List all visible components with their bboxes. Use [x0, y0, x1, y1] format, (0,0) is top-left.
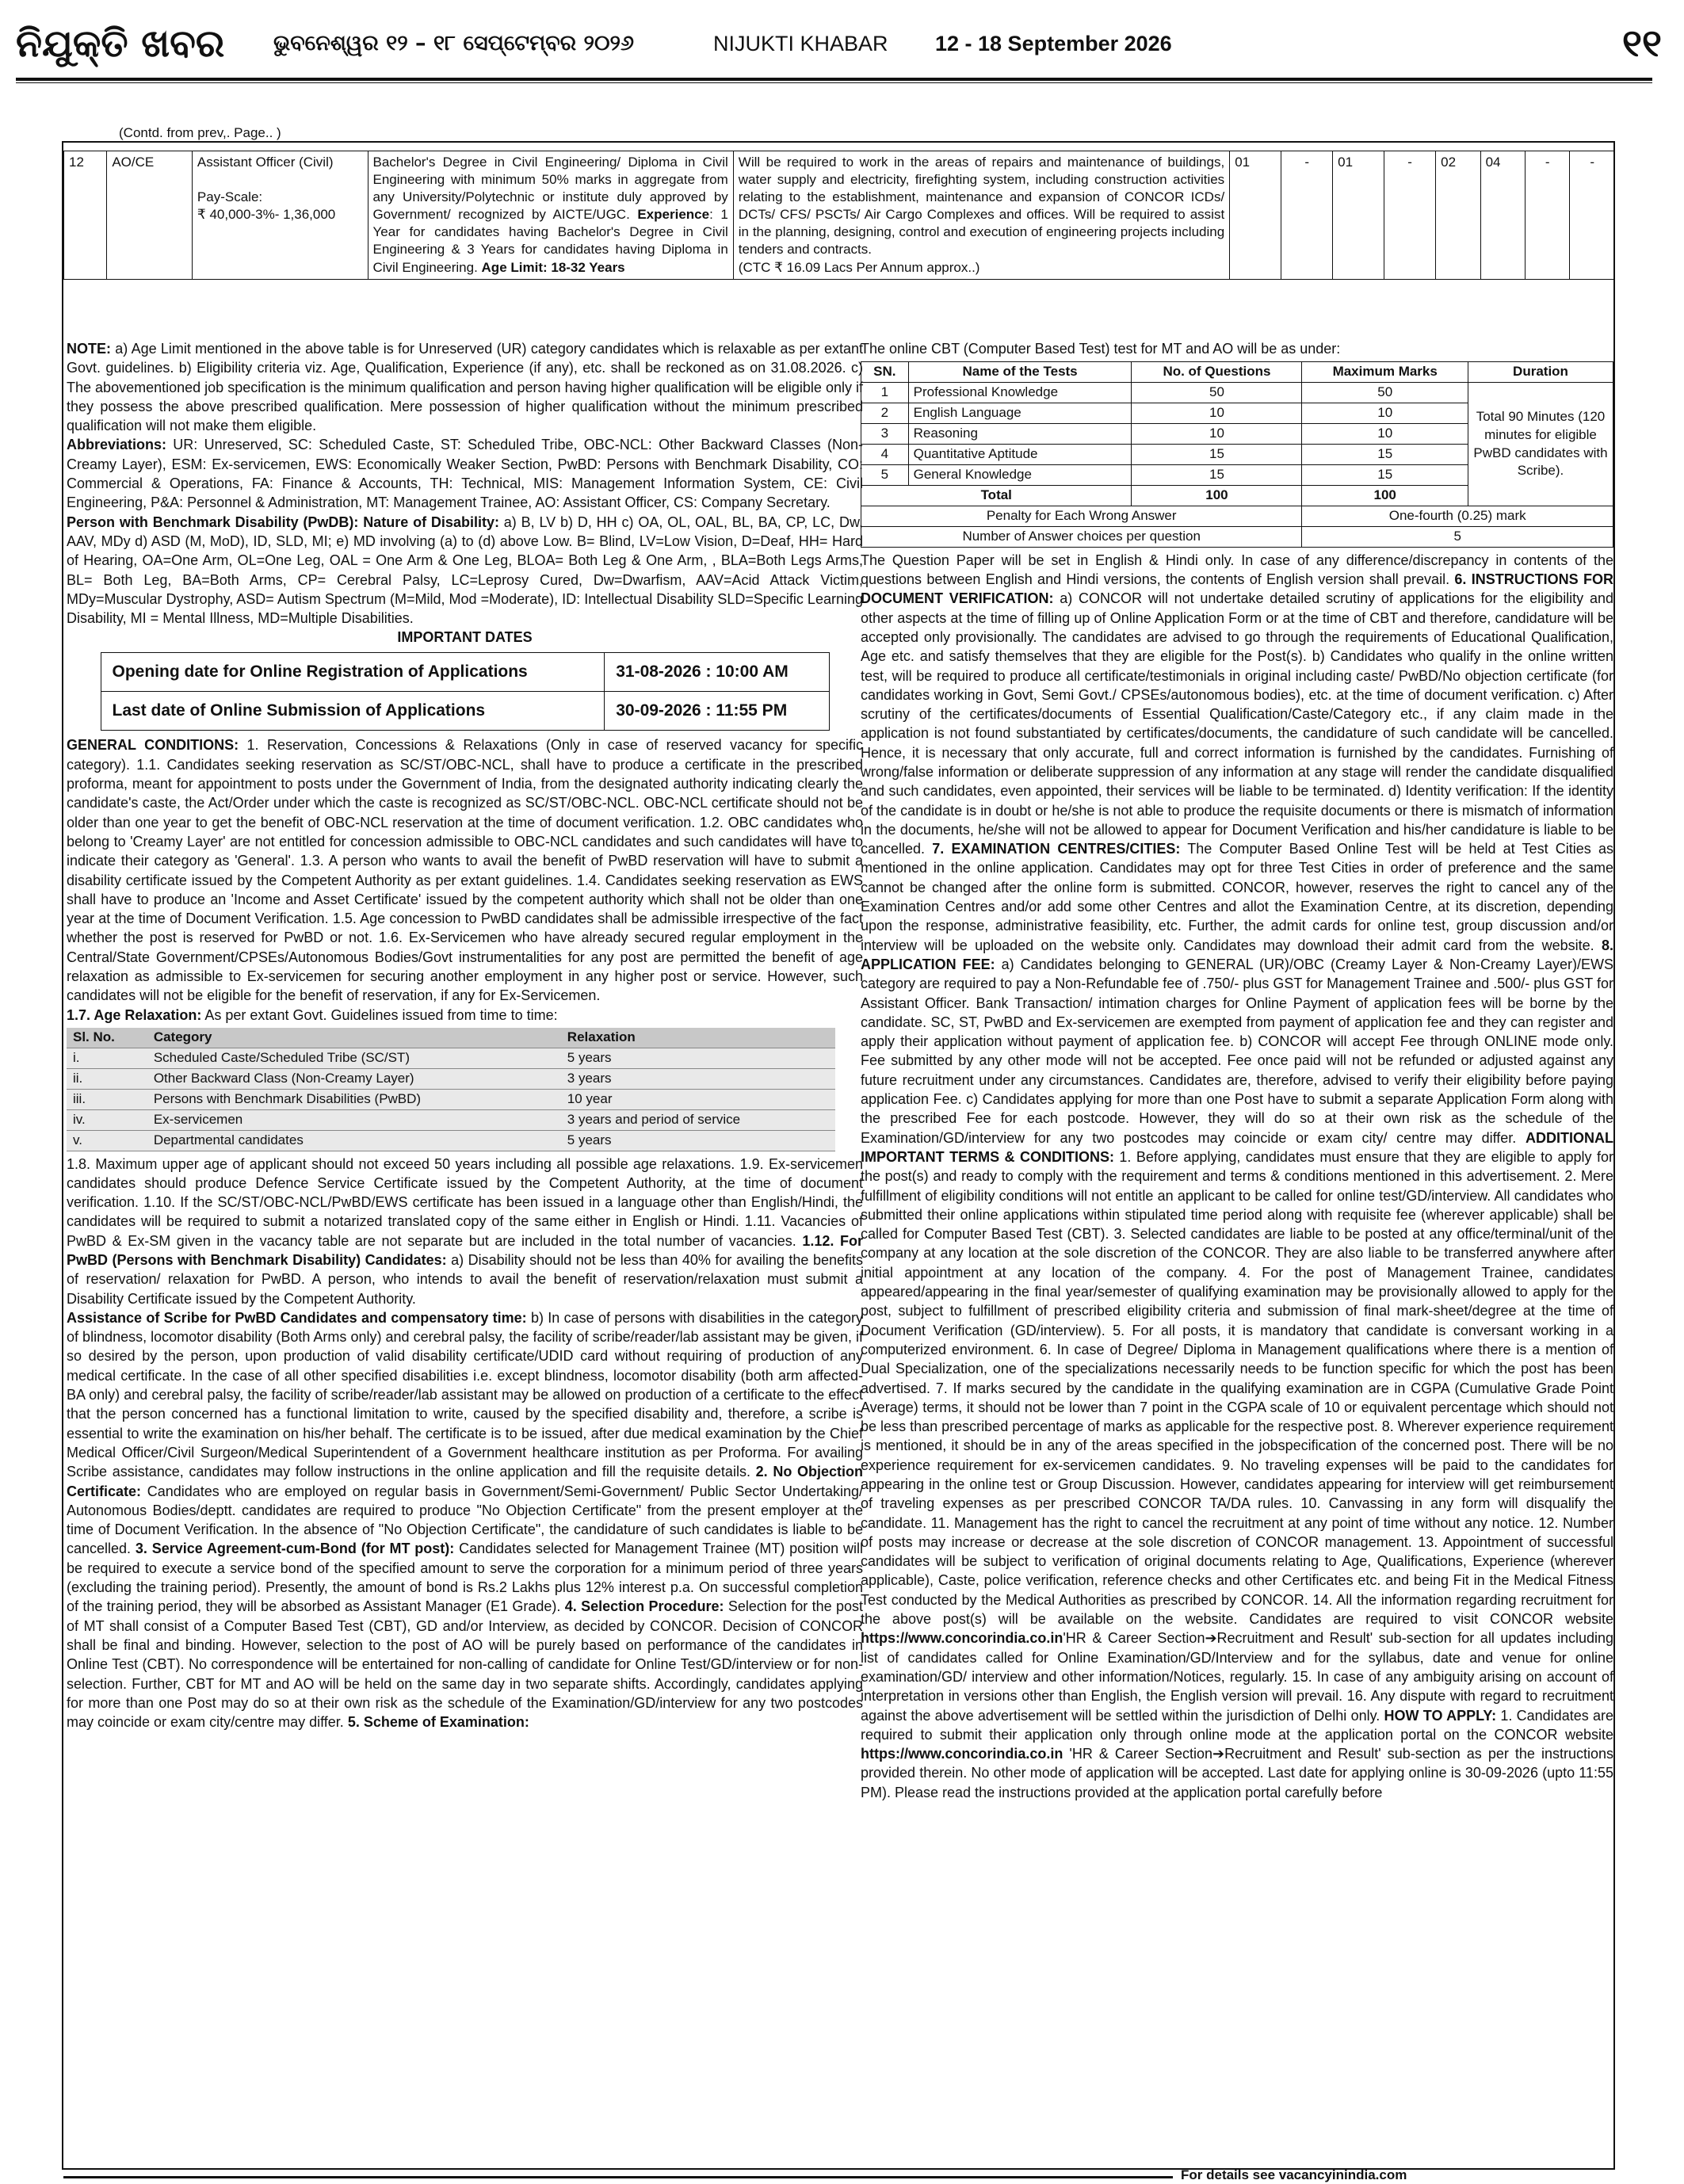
noc-label: 2. No Objection Certificate:: [67, 1464, 863, 1499]
cbt-head-questions: No. of Questions: [1132, 362, 1302, 383]
vacancy-table: [63, 151, 1615, 280]
selection-label: 4. Selection Procedure:: [564, 1598, 724, 1615]
application-fee-text: a) Candidates belonging to GENERAL (UR)/OBC (Creamy Layer & Non-Creamy Layer)/EWS category are required to pay a Non-Refundable fee of .750/- plus GST for Management Trainee and .500/- plus GST for Assistant Officer. Bank Transaction/ intimation charges for Online Payment of application fees will be borne by the candidate. SC, ST, PwBD and Ex-servicemen are exempted from payment of application fee and they can register and apply their application without payment of application fee. b) CONCOR will accept Fee through ONLINE mode only. Fee submitted by any other mode will not be accepted. Fee once paid will not be refunded or adjusted against any future recruitment under any circumstances. Candidates are, therefore, advised to verify their eligibility before paying application Fee. c) Candidates applying for more than one Post have to submit a separate Application Form along with the prescribed Fee for each postcode. However, they will do so at their own risk as the schedule of the Examination/GD/interview for any two postcodes may coincide or exam city/ centre may differ.: [861, 956, 1613, 1146]
relax-value: 5 years: [561, 1130, 835, 1151]
vacancy-obc: -: [1384, 151, 1436, 280]
how-to-apply-label: HOW TO APPLY:: [1384, 1707, 1497, 1724]
qualification-text: Bachelor's Degree in Civil Engineering/ Diploma in Civil Engineering with minimum 50% marks in aggregate from any University/Polytechnic or institute duly approved by Government/ recognized by AICTE/UGC.: [372, 155, 728, 223]
relax-value: 10 year: [561, 1089, 835, 1109]
table-row: [67, 1130, 835, 1151]
cbt-table: [861, 361, 1613, 547]
website-link[interactable]: https://www.concorindia.co.in: [861, 1630, 1063, 1647]
cbt-total-label: Total: [861, 485, 1132, 506]
how-to-apply-text-cont: 'HR & Career Section➔Recruitment and Result' sub-section as per the instructions provided therein. No other mode of application will be accepted. Last date for applying online is 30-09-2026 (upto 11:55 PM). Please read the instructions provided at the application portal carefully before: [861, 1746, 1613, 1800]
cbt-questions: 50: [1132, 383, 1302, 403]
pwbd-candidates-label: 1.12. For PwBD (Persons with Benchmark Disability) Candidates:: [67, 1232, 863, 1268]
relax-sl: i.: [67, 1048, 147, 1068]
scribe-text: b) In case of persons with disabilities in the category of blindness, locomotor disability (Both Arms only) and cerebral palsy, the facility of scribe/reader/lab assistant may be given, if so desired by the person, upon production of valid disability certificate/UDID card without requiring of production of any medical certificate. In the case of all other specified disabilities i.e. except blindness, locomotor disability (both arm affected-BA only) and cerebral palsy, the facility of scribe/reader/lab assistant may be allowed on production of a certificate to the effect that the person concerned has a functional limitation to write, caused by the specified disability and, therefore, a scribe is essential to write the examination on his/her behalf. The certificate is to be issued, after due medical examination by the Chief Medical Officer/Civil Surgeon/Medical Superintendent of a Government healthcare institution as per Proforma. For availing Scribe assistance, candidates may follow instructions in the online application and fill the requisite details.: [67, 1309, 863, 1480]
header-rule-thin: [16, 82, 1652, 83]
cbt-questions: 10: [1132, 403, 1302, 424]
table-row: [101, 692, 829, 731]
terms-label: ADDITIONAL IMPORTANT TERMS & CONDITIONS:: [861, 1129, 1613, 1165]
table-row: [67, 1068, 835, 1089]
table-row: [67, 1089, 835, 1109]
relax-category: Other Backward Class (Non-Creamy Layer): [147, 1068, 561, 1089]
relax-value: 3 years: [561, 1068, 835, 1089]
experience-text: : 1 Year for candidates having Bachelor's Degree in Civil Engineering & 3 Years for candidates having Diploma in Civil Engineering.: [372, 207, 728, 275]
note-text: a) Age Limit mentioned in the above table is for Unreserved (UR) category candidates which is relaxable as per extant Govt. guidelines. b) Eligibility criteria viz. Age, Qualification, Experience (if any), etc. shall be reckoned as on 31.08.2026. c) The abovementioned job specification is the minimum qualification and person having higher qualification will be eligible only if they possess the above prescribed qualification. Mere possession of higher qualification without the minimum prescribed qualification will not make them eligible.: [67, 341, 863, 434]
vacancy-ews: 02: [1436, 151, 1480, 280]
cbt-marks: 10: [1302, 424, 1468, 445]
page-number: ୧୧: [1621, 21, 1662, 66]
selection-text: Selection for the post of MT shall consist of a Computer Based Test (CBT), GD and/or Interview, as decided by CONCOR. Decision of CONCOR shall be final and binding. However, selection to the post of AO will be purely based on performance of the candidates in Online Test (CBT). No correspondence will be entertained for non-calling of candidate for Online Test/GD/interview or for non-selection. Further, CBT for MT and AO will be held on the same day in two separate shifts. Accordingly, candidates applying for more than one Post may do so at their own risk as the schedule of the Examination/GD/interview for any two postcodes may coincide or exam city/centre may differ.: [67, 1598, 863, 1731]
date-value: 30-09-2026 : 11:55 PM: [605, 692, 829, 731]
relax-sl: iv.: [67, 1109, 147, 1130]
vacancy-total: 04: [1480, 151, 1525, 280]
right-column: [861, 339, 1613, 1802]
website-link[interactable]: https://www.concorindia.co.in: [861, 1746, 1063, 1762]
pwbd-label: Person with Benchmark Disability (PwDB): Nature of Disability:: [67, 514, 499, 530]
general-conditions-text: 1. Reservation, Concessions & Relaxations (Only in case of reserved vacancy for specific category). 1.1. Candidates seeking reservation as SC/ST/OBC-NCL, shall have to produce a certificate in the prescribed proforma, meant for appointment to posts under the Government of India, from the designated authority indicating clearly the candidate's caste, the Act/Order under which the caste is recognized as SC/ST/OBC-NCL. OBC-NCL certificate should not be older than one year to get the benefit of OBC-NCL reservation at the time of document verification. 1.2. OBC candidates who belong to 'Creamy Layer' are not entitled for concession admissible to OBC-NCL candidates and such candidates will have to indicate their category as 'General'. 1.3. A person who wants to avail the benefit of PwBD reservation will have to submit a disability certificate issued by the Competent Authority as per extant guidelines. 1.4. Candidates seeking reservation as EWS shall have to produce an 'Income and Asset Certificate' issued by the competent authority which shall not be older than one year at the time of Document Verification. 1.5. Age concession to PwBD candidates shall be admissible irrespective of the fact whether the post is reserved for PwBD or not. 1.6. Ex-Servicemen who have already secured regular employment in the Central/State Government/CPSEs/Autonomous Bodies/Govt instrumentalities for any post are permitted the benefit of age relaxation as admissible to Ex-servicemen for securing another employment in any higher post or service. However, such candidates will not be eligible for the benefit of reservation, if any for Ex-Servicemen.: [67, 737, 863, 1004]
relax-head-sl: Sl. No.: [67, 1028, 147, 1048]
cbt-sn: 1: [861, 383, 909, 403]
date-label: Opening date for Online Registration of Applications: [101, 652, 605, 691]
qualification-cell: [368, 151, 733, 280]
doc-verification-label: 6. INSTRUCTIONS FOR DOCUMENT VERIFICATION:: [861, 571, 1613, 607]
footer-note: For details see vacancyinindia.com: [1181, 2167, 1407, 2182]
left-column: [67, 339, 863, 1732]
doc-verification-text: a) CONCOR will not undertake detailed scrutiny of applications for the eligibility and other aspects at the time of filling up of Online Application Form or at the time of CBT and therefore, candidature will be accepted only provisionally. The candidates are advised to go through the requirements of Educational Qualification, Age etc. and satisfy themselves that they are eligible for the Post(s). b) Candidates who qualify in the online written test, will be required to produce all certificate/testimonials in original including caste/ PwBD/No objection certificate (for candidates working in Govt, Semi Govt./ CPSEs/autonomous bodies), etc. at the time of document verification. c) After scrutiny of the certificates/documents of Essential Qualification/Caste/Category etc., if any claim made in the application is not found substantiated by certificates/documents, the candidature of such candidate will be cancelled. Hence, it is necessary that only accurate, full and correct information is furnished by the candidates. Furnishing of wrong/false information or deliberate suppression of any information at any stage will render the candidate disqualified and such candidates, even appointed, their services will be liable to be terminated. d) Identity verification: If the identity of the candidate is in doubt or he/she is not able to produce the requisite documents or there is mismatch of information in the documents, he/she will not be allowed to appear for Document Verification and his/her candidature is liable to be cancelled.: [861, 590, 1614, 857]
table-row: [64, 151, 1615, 280]
important-dates-table: [101, 652, 830, 731]
age-limit: Age Limit: 18-32 Years: [481, 259, 625, 275]
cbt-total-questions: 100: [1132, 485, 1302, 506]
payscale-label: Pay-Scale:: [197, 189, 263, 205]
table-header-row: [861, 362, 1613, 383]
scribe-paragraph: [67, 1308, 863, 1732]
choices-label: Number of Answer choices per question: [861, 526, 1302, 547]
instructions-paragraph: [861, 551, 1613, 1802]
dateline: ଭୁବନେଶ୍ୱର ୧୨ – ୧୮ ସେପ୍ଟେମ୍ବର ୨୦୨୬: [273, 31, 634, 55]
duties-cell: [733, 151, 1229, 280]
age-relaxation-paragraph: [67, 1006, 863, 1025]
date-label: Last date of Online Submission of Applications: [101, 692, 605, 731]
age-relaxation-table: [67, 1028, 835, 1151]
table-row: [101, 652, 829, 691]
cbt-head-marks: Maximum Marks: [1302, 362, 1468, 383]
cbt-head-name: Name of the Tests: [908, 362, 1132, 383]
relax-category: Scheduled Caste/Scheduled Tribe (SC/ST): [147, 1048, 561, 1068]
penalty-label: Penalty for Each Wrong Answer: [861, 506, 1302, 526]
how-to-apply-text: 1. Candidates are required to submit their application only through online mode at the application portal on the CONCOR website: [861, 1707, 1613, 1743]
header-rule: [16, 78, 1652, 81]
cbt-questions: 10: [1132, 424, 1302, 445]
experience-label: Experience: [637, 207, 710, 223]
application-fee-label: 8. APPLICATION FEE:: [861, 937, 1613, 972]
cbt-sn: 2: [861, 403, 909, 424]
question-paper-text: The Question Paper will be set in English & Hindi only. In case of any difference/discrepancy in contents of the questions between English and Hindi versions, the contents of English version shall prevail.: [861, 552, 1613, 588]
choices-value: 5: [1302, 526, 1613, 547]
relax-value: 3 years and period of service: [561, 1109, 835, 1130]
cbt-questions: 15: [1132, 445, 1302, 465]
relax-category: Departmental candidates: [147, 1130, 561, 1151]
code-cell: AO/CE: [107, 151, 193, 280]
relax-sl: v.: [67, 1130, 147, 1151]
duties-text: Will be required to work in the areas of repairs and maintenance of buildings, water supply and electricity, firefighting system, including construction activities relating to the establishment, maintenance and expansion of CONCOR ICDs/ DCTs/ CFS/ PSCTs/ Air Cargo Complexes and offices. Will be required to assist in the planning, designing, control and execution of engineering projects including tenders and contracts.: [738, 155, 1225, 258]
relax-category: Ex-servicemen: [147, 1109, 561, 1130]
relax-head-category: Category: [147, 1028, 561, 1048]
sn-cell: 12: [64, 151, 107, 280]
vacancy-pwbd: -: [1526, 151, 1570, 280]
scribe-label: Assistance of Scribe for PwBD Candidates and compensatory time:: [67, 1309, 527, 1326]
relax-head-relaxation: Relaxation: [561, 1028, 835, 1048]
page-header: [16, 8, 1668, 103]
cbt-sn: 5: [861, 464, 909, 485]
relax-sl: ii.: [67, 1068, 147, 1089]
cbt-sn: 4: [861, 445, 909, 465]
relax-category: Persons with Benchmark Disabilities (PwBD): [147, 1089, 561, 1109]
table-header-row: [67, 1028, 835, 1048]
terms-text: 1. Before applying, candidates must ensure that they are eligible to apply for the post(s) and ready to comply with the requirement and terms & conditions mentioned in this advertisement. 2. Mere fulfillment of eligibility conditions will not entitle an applicant to be called for online test/GD/interview. All candidates who submitted their online applications within stipulated time period along with requisite fee (wherever applicable) shall be called for Computer Based Test (CBT). 3. Selected candidates are liable to be posted at any office/terminal/unit of the company at any location at the sole discretion of the CONCOR. They are also liable to be transferred anywhere after initial appointment at any location of the company. 4. For the post of Management Trainee, candidates appeared/appearing in the final year/semester of qualifying examination may be provisionally allowed to apply for the post, subject to fulfillment of prescribed eligibility criteria and submission of final mark-sheet/degree at the time of Document Verification (GD/interview). 5. For all posts, it is mandatory that candidate is conversant working in a computerized environment. 6. In case of Degree/ Diploma in Management qualifications where there is a mention of Dual Specialization, one of the specializations necessarily needs to be function specific for which the post has been advertised. 7. If marks secured by the candidate in the qualifying examination are in CGPA (Cumulative Grade Point Average) terms, it should not be lower than 7 point in the CGPA scale of 10 or equivalent percentage which should not be less than prescribed percentage of marks as applicable for the respective post. 8. Wherever experience requirement is mentioned, it should be in any of the areas specified in the jobspecification of the concerned post. There will be no experience requirement for ex-servicemen candidates. 9. No traveling expenses will be paid to the candidates for appearing in the online test or Group Discussion. However, candidates appearing for interview will get reimbursement of traveling expenses as per prescribed CONCOR TA/DA rules. 10. Canvassing in any form will disqualify the candidate. 11. Management has the right to cancel the recruitment at any point of time without any notice. 12. Number of posts may increase or decrease at the sole discretion of CONCOR management. 13. Appointment of successful candidates will be subject to verification of original documents relating to Age, Qualifications, Experience (wherever applicable), Caste, police verification, reference checks and other Certificates etc. and being Fit in the Medical Fitness Test conducted by the Medical Authorities as prescribed by CONCOR. 14. All the information regarding recruitment for the above post(s) will be available on the website. Candidates are required to visit CONCOR website: [861, 1148, 1613, 1628]
cbt-questions: 15: [1132, 464, 1302, 485]
date-value: 31-08-2026 : 10:00 AM: [605, 652, 829, 691]
relax-value: 5 years: [561, 1048, 835, 1068]
general-conditions-paragraph: [67, 735, 863, 1005]
exam-centres-label: 7. EXAMINATION CENTRES/CITIES:: [932, 841, 1181, 857]
cbt-test-name: General Knowledge: [908, 464, 1132, 485]
cbt-test-name: Reasoning: [908, 424, 1132, 445]
pwbd-candidates-text: a) Disability should not be less than 40% for availing the benefits of reservation/ relaxation for PwBD. A person, who intends to avail the benefit of reservation/relaxation must submit a Disability Certificate issued by the Competent Authority.: [67, 1252, 863, 1307]
cbt-head-sn: SN.: [861, 362, 909, 383]
cbt-head-duration: Duration: [1468, 362, 1613, 383]
table-row: [67, 1109, 835, 1130]
cbt-sn: 3: [861, 424, 909, 445]
terms-text-cont: 'HR & Career Section➔Recruitment and Result' sub-section for all updates including list of candidates called for Online Examination/GD/Interview and for the syllabus, date and venue for online examination/GD/ interview and other information/Notices, regularly. 15. In case of any ambiguity arising on account of interpretation in versions other than English, the English version will prevail. 16. Any dispute with regard to recruitment against the above advertisement will be settled within the jurisdiction of Delhi only.: [861, 1630, 1613, 1724]
pwbd-text: a) B, LV b) D, HH c) OA, OL, OAL, BL, BA, CP, LC, Dw, AAV, MDy d) ASD (M, MoD), ID, SLD, MI; e) MD involving (a) to (d) above Low. B= Blind, LV=Low Vision, D=Deaf, HH= Hard of Hearing, OA=One Arm, OL=One Leg, OAL = One Arm & One Leg, BLOA= Both Leg & One Arm, , BLA=Both Legs Arms, BL= Both Leg, BA=Both Arms, CP= Cerebral Palsy, LC=Leprosy Cured, Dw=Dwarfism, AAV=Acid Attack Victim, MDy=Muscular Dystrophy, ASD= Autism Spectrum (M=Mild, Mod =Moderate), ID: Intellectual Disability SLD=Specific Learning Disability, MI = Mental Illness, MD=Multiple Disabilities.: [67, 514, 863, 627]
exam-centres-text: The Computer Based Online Test will be held at Test Cities as mentioned in the online application. Candidates may opt for three Test Cities in order of preference and the same cannot be changed after the online form is submitted. CONCOR, however, reserves the right to cancel any of the Examination Centres and/or add some other Centres and allot the Examination Centre, at its discretion, depending upon the response, administrative feasibility, etc. Further, the admit cards for online test, group discussion and/or interview will be uploaded on the website only. Candidates may download their admit card from the website.: [861, 841, 1613, 953]
publication-date: 12 - 18 September 2026: [935, 32, 1172, 55]
post-cell: [192, 151, 368, 280]
cbt-intro: The online CBT (Computer Based Test) test for MT and AO will be as under:: [861, 341, 1341, 357]
scheme-label: 5. Scheme of Examination:: [347, 1714, 529, 1731]
payscale-value: ₹ 40,000-3%- 1,36,000: [197, 207, 336, 223]
table-row: [861, 506, 1613, 526]
table-row: [861, 383, 1613, 403]
age-relaxation-label: 1.7. Age Relaxation:: [67, 1006, 202, 1023]
table-row: [861, 526, 1613, 547]
abbreviations-label: Abbreviations:: [67, 437, 167, 453]
cbt-test-name: Quantitative Aptitude: [908, 445, 1132, 465]
general-conditions-label: GENERAL CONDITIONS:: [67, 737, 239, 754]
cbt-marks: 15: [1302, 464, 1468, 485]
noc-text: Candidates who are employed on regular basis in Government/Semi-Government/ Public Sector Undertaking/ Autonomous Bodies/deptt. candidates are required to produce "No Objection Certificate" from the present employer at the time of Document Verification. In the absence of "No Objection Certificate", the candidature of such candidates is liable to be cancelled.: [67, 1483, 863, 1557]
ctc-text: (CTC ₹ 16.09 Lacs Per Annum approx..): [738, 259, 980, 275]
abbreviations-text: UR: Unreserved, SC: Scheduled Caste, ST: Scheduled Tribe, OBC-NCL: Other Backward Classes (Non-Creamy Layer), ESM: Ex-servicemen, EWS: Economically Weaker Section, PwBD: Persons with Benchmark Disability, CO: Commercial & Operations, FA: Finance & Accounts, TH: Technical, MIS: Management Information System, CE: Civil Engineering, P&A: Personnel & Administration, MT: Management Trainee, AO: Assistant Officer, CS: Company Secretary.: [67, 437, 863, 511]
cbt-marks: 15: [1302, 445, 1468, 465]
cbt-total-marks: 100: [1302, 485, 1468, 506]
bond-text: Candidates selected for Management Trainee (MT) position will be required to execute a service bond of the specified amount to serve the corporation for a minimum period of three years (excluding the training period). Presently, the amount of bond is Rs.2 Lakhs plus 12% interest p.a. On successful completion of the training period, they will be absorbed as Assistant Manager (E1 Grade).: [67, 1541, 863, 1615]
cbt-test-name: Professional Knowledge: [908, 383, 1132, 403]
vacancy-sc: -: [1281, 151, 1333, 280]
note-label: NOTE:: [67, 341, 111, 357]
continued-note: (Contd. from prev,. Page.. ): [119, 125, 281, 140]
vacancy-ur: 01: [1230, 151, 1281, 280]
table-row: [67, 1048, 835, 1068]
section-1-8-text: 1.8. Maximum upper age of applicant should not exceed 50 years including all possible age relaxations. 1.9. Ex-servicemen candidates should produce Defence Service Certificate issued by the Competent Authority, at the time of document verification. 1.10. If the SC/ST/OBC-NCL/PwBD/EWS certificate has been issued in a language other than English/Hindi, the candidates will be required to submit a notarized translated copy of the same either in English or Hindi. 1.11. Vacancies of PwBD & Ex-SM given in the vacancy table are not separate but are included in the total number of vacancies.: [67, 1155, 863, 1249]
section-1-8-paragraph: [67, 1155, 863, 1308]
bond-label: 3. Service Agreement-cum-Bond (for MT post):: [135, 1541, 455, 1557]
note-paragraph: [67, 339, 863, 435]
masthead-logo: ନିଯୁକ୍ତି ଖବର: [16, 21, 225, 66]
cbt-duration: Total 90 Minutes (120 minutes for eligible PwBD candidates with Scribe).: [1468, 383, 1613, 506]
cbt-marks: 10: [1302, 403, 1468, 424]
pwbd-paragraph: [67, 513, 863, 628]
publication-name: NIJUKTI KHABAR: [713, 32, 888, 55]
penalty-value: One-fourth (0.25) mark: [1302, 506, 1613, 526]
vacancy-esm: -: [1570, 151, 1615, 280]
vacancy-st: 01: [1333, 151, 1384, 280]
important-dates-title: IMPORTANT DATES: [397, 629, 533, 646]
post-name: Assistant Officer (Civil): [197, 155, 334, 170]
footer-rule: [63, 2176, 1173, 2178]
age-relaxation-text: As per extant Govt. Guidelines issued from time to time:: [201, 1006, 558, 1023]
cbt-test-name: English Language: [908, 403, 1132, 424]
cbt-marks: 50: [1302, 383, 1468, 403]
relax-sl: iii.: [67, 1089, 147, 1109]
abbreviations-paragraph: [67, 435, 863, 512]
